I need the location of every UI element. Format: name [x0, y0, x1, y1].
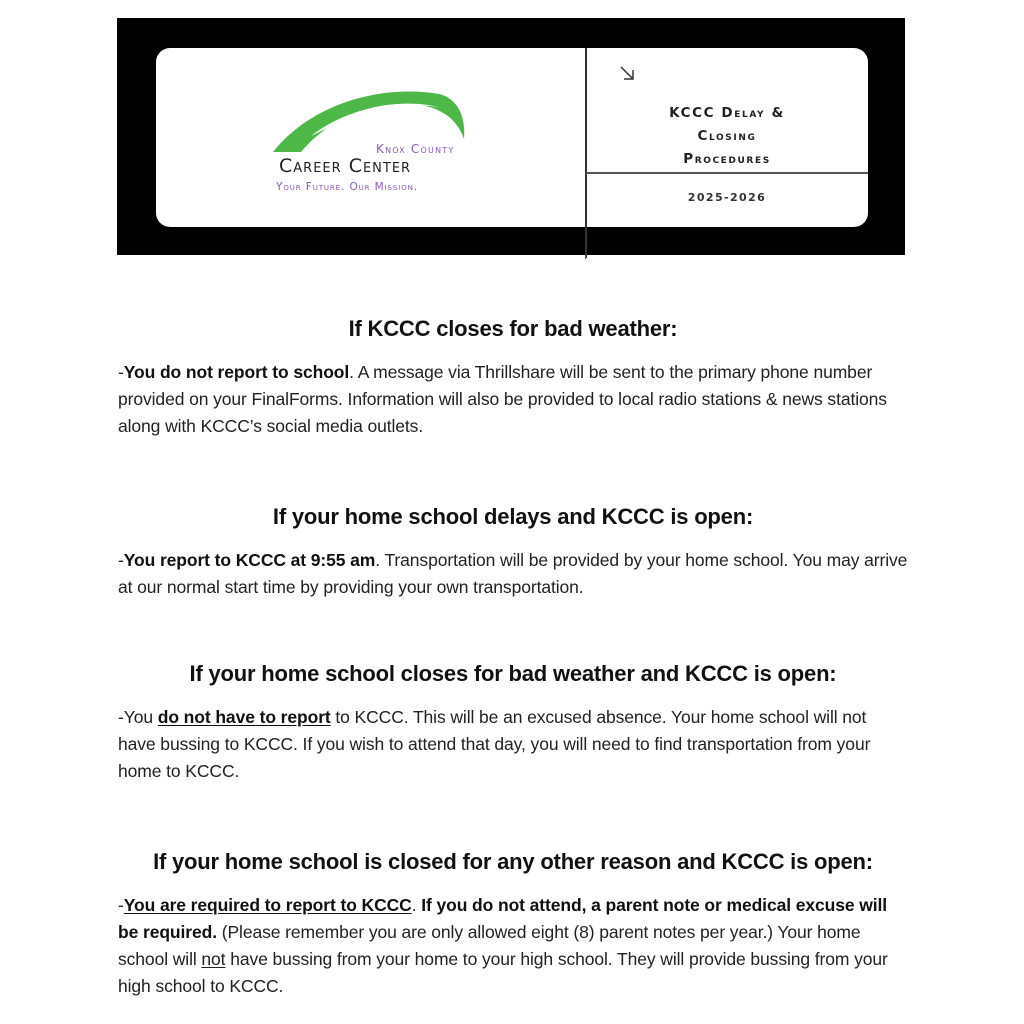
section-heading: If your home school closes for bad weather and KCCC is open: [189, 661, 837, 686]
body-text-mid: (Please remember you are only allowed eight (8) parent notes per year.) Your home school will [118, 922, 861, 969]
dash: - [118, 895, 124, 915]
document-title [586, 102, 868, 171]
logo-career-center: Career Center [279, 155, 412, 177]
section-body [118, 359, 908, 440]
logo-knox-county: Knox County [376, 142, 455, 156]
dash: - [118, 362, 124, 382]
body-text: to KCCC. This will be an excused absence. Your home school will not have bussing to KCCC. If you wish to attend that day, you will need to find transportation from your home to KCCC. [118, 707, 871, 781]
body-text: have bussing from your home to your high school. They will provide bussing from your high school to KCCC. [118, 949, 888, 996]
underlined-instruction: You are required to report to KCCC [123, 895, 412, 915]
dash: - [118, 550, 124, 570]
bold-underlined-instruction: do not have to report [157, 707, 331, 727]
title-line-1: KCCC Delay & [669, 105, 785, 121]
section-home-school-closes-weather [118, 661, 908, 785]
section-heading: If KCCC closes for bad weather: [348, 316, 678, 341]
header-banner [117, 18, 905, 255]
header-card [156, 48, 868, 227]
title-line-2: Closing [697, 128, 757, 144]
title-line-3: Procedures [683, 151, 771, 167]
body-prefix: -You [118, 707, 158, 727]
body-text: . Transportation will be provided by your home school. You may arrive at our normal start time by providing your own transportation. [118, 550, 908, 597]
section-body [118, 704, 908, 785]
section-body [118, 547, 908, 601]
bold-requirement: If you do not attend, a parent note or medical excuse will be required. [118, 895, 888, 942]
body-text: . A message via Thrillshare will be sent to the primary phone number provided on your FinalForms. Information will also be provided to local radio stations & news stations along with KCCC’s social media outlets. [118, 362, 887, 436]
underlined-not: not [201, 949, 226, 969]
section-body [118, 892, 908, 1000]
section-home-school-delays [118, 504, 908, 601]
bold-instruction: You do not report to school [123, 362, 350, 382]
divider-tick [585, 255, 586, 259]
logo-tagline: Your Future. Our Mission. [276, 181, 419, 193]
section-home-school-closed-other [118, 849, 908, 1000]
horizontal-divider [586, 172, 868, 174]
period: . [411, 895, 422, 915]
section-heading: If your home school is closed for any other reason and KCCC is open: [153, 849, 873, 874]
section-heading: If your home school delays and KCCC is open: [272, 504, 754, 529]
bold-instruction: You report to KCCC at 9:55 am [123, 550, 376, 570]
arrow-down-right-icon [618, 64, 636, 82]
section-kccc-closes [118, 316, 908, 440]
school-year: 2025-2026 [687, 191, 767, 204]
kccc-logo [271, 84, 471, 199]
